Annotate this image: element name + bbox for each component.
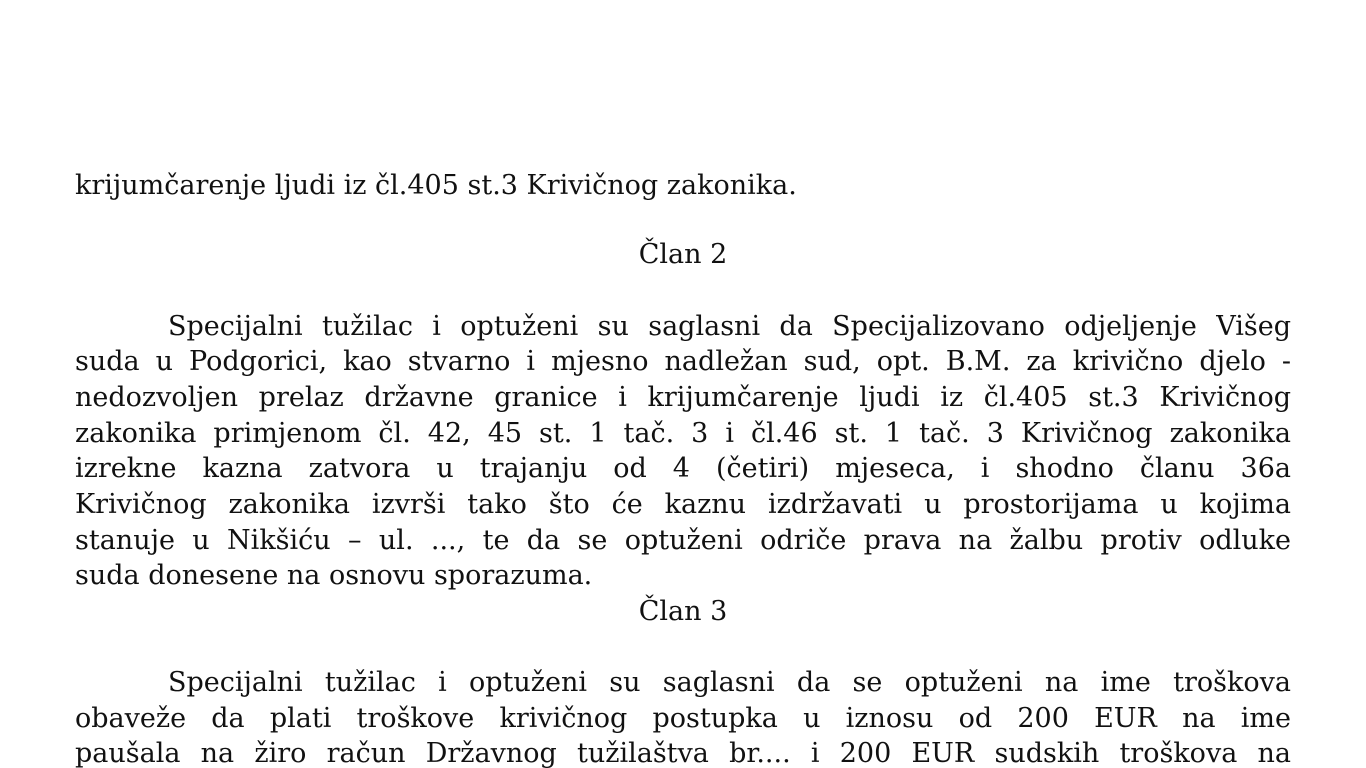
article-3-line-2: obaveže da plati troškove krivičnog postupka u iznosu od 200 EUR na ime [75, 703, 1291, 734]
article-2-line-1: Specijalni tužilac i optuženi su saglasni da Specijalizovano odjeljenje Višeg [168, 311, 1291, 342]
article-2-line-7: stanuje u Nikšiću – ul. ..., te da se optuženi odriče prava na žalbu protiv odluke [75, 525, 1291, 556]
article-2-line-3: nedozvoljen prelaz državne granice i krijumčarenje ljudi iz čl.405 st.3 Krivičnog [75, 382, 1291, 413]
article-2-line-4: zakonika primjenom čl. 42, 45 st. 1 tač. 3 i čl.46 st. 1 tač. 3 Krivičnog zakonika [75, 418, 1291, 449]
article-2-line-6: Krivičnog zakonika izvrši tako što će kaznu izdržavati u prostorijama u kojima [75, 489, 1291, 520]
article-2-line-8: suda donesene na osnovu sporazuma. [75, 560, 593, 591]
article-3-line-3: paušala na žiro račun Državnog tužilaštva br.... i 200 EUR sudskih troškova na [75, 738, 1291, 768]
article-2-line-5: izrekne kazna zatvora u trajanju od 4 (četiri) mjeseca, i shodno članu 36a [75, 453, 1291, 484]
article-2-heading: Član 2 [638, 239, 728, 270]
article-2-line-2: suda u Podgorici, kao stvarno i mjesno nadležan sud, opt. B.M. za krivično djelo - [75, 346, 1291, 377]
article-3-heading: Član 3 [638, 596, 728, 627]
intro-line: krijumčarenje ljudi iz čl.405 st.3 Krivičnog zakonika. [75, 170, 797, 201]
article-3-line-1: Specijalni tužilac i optuženi su saglasni da se optuženi na ime troškova [168, 667, 1291, 698]
